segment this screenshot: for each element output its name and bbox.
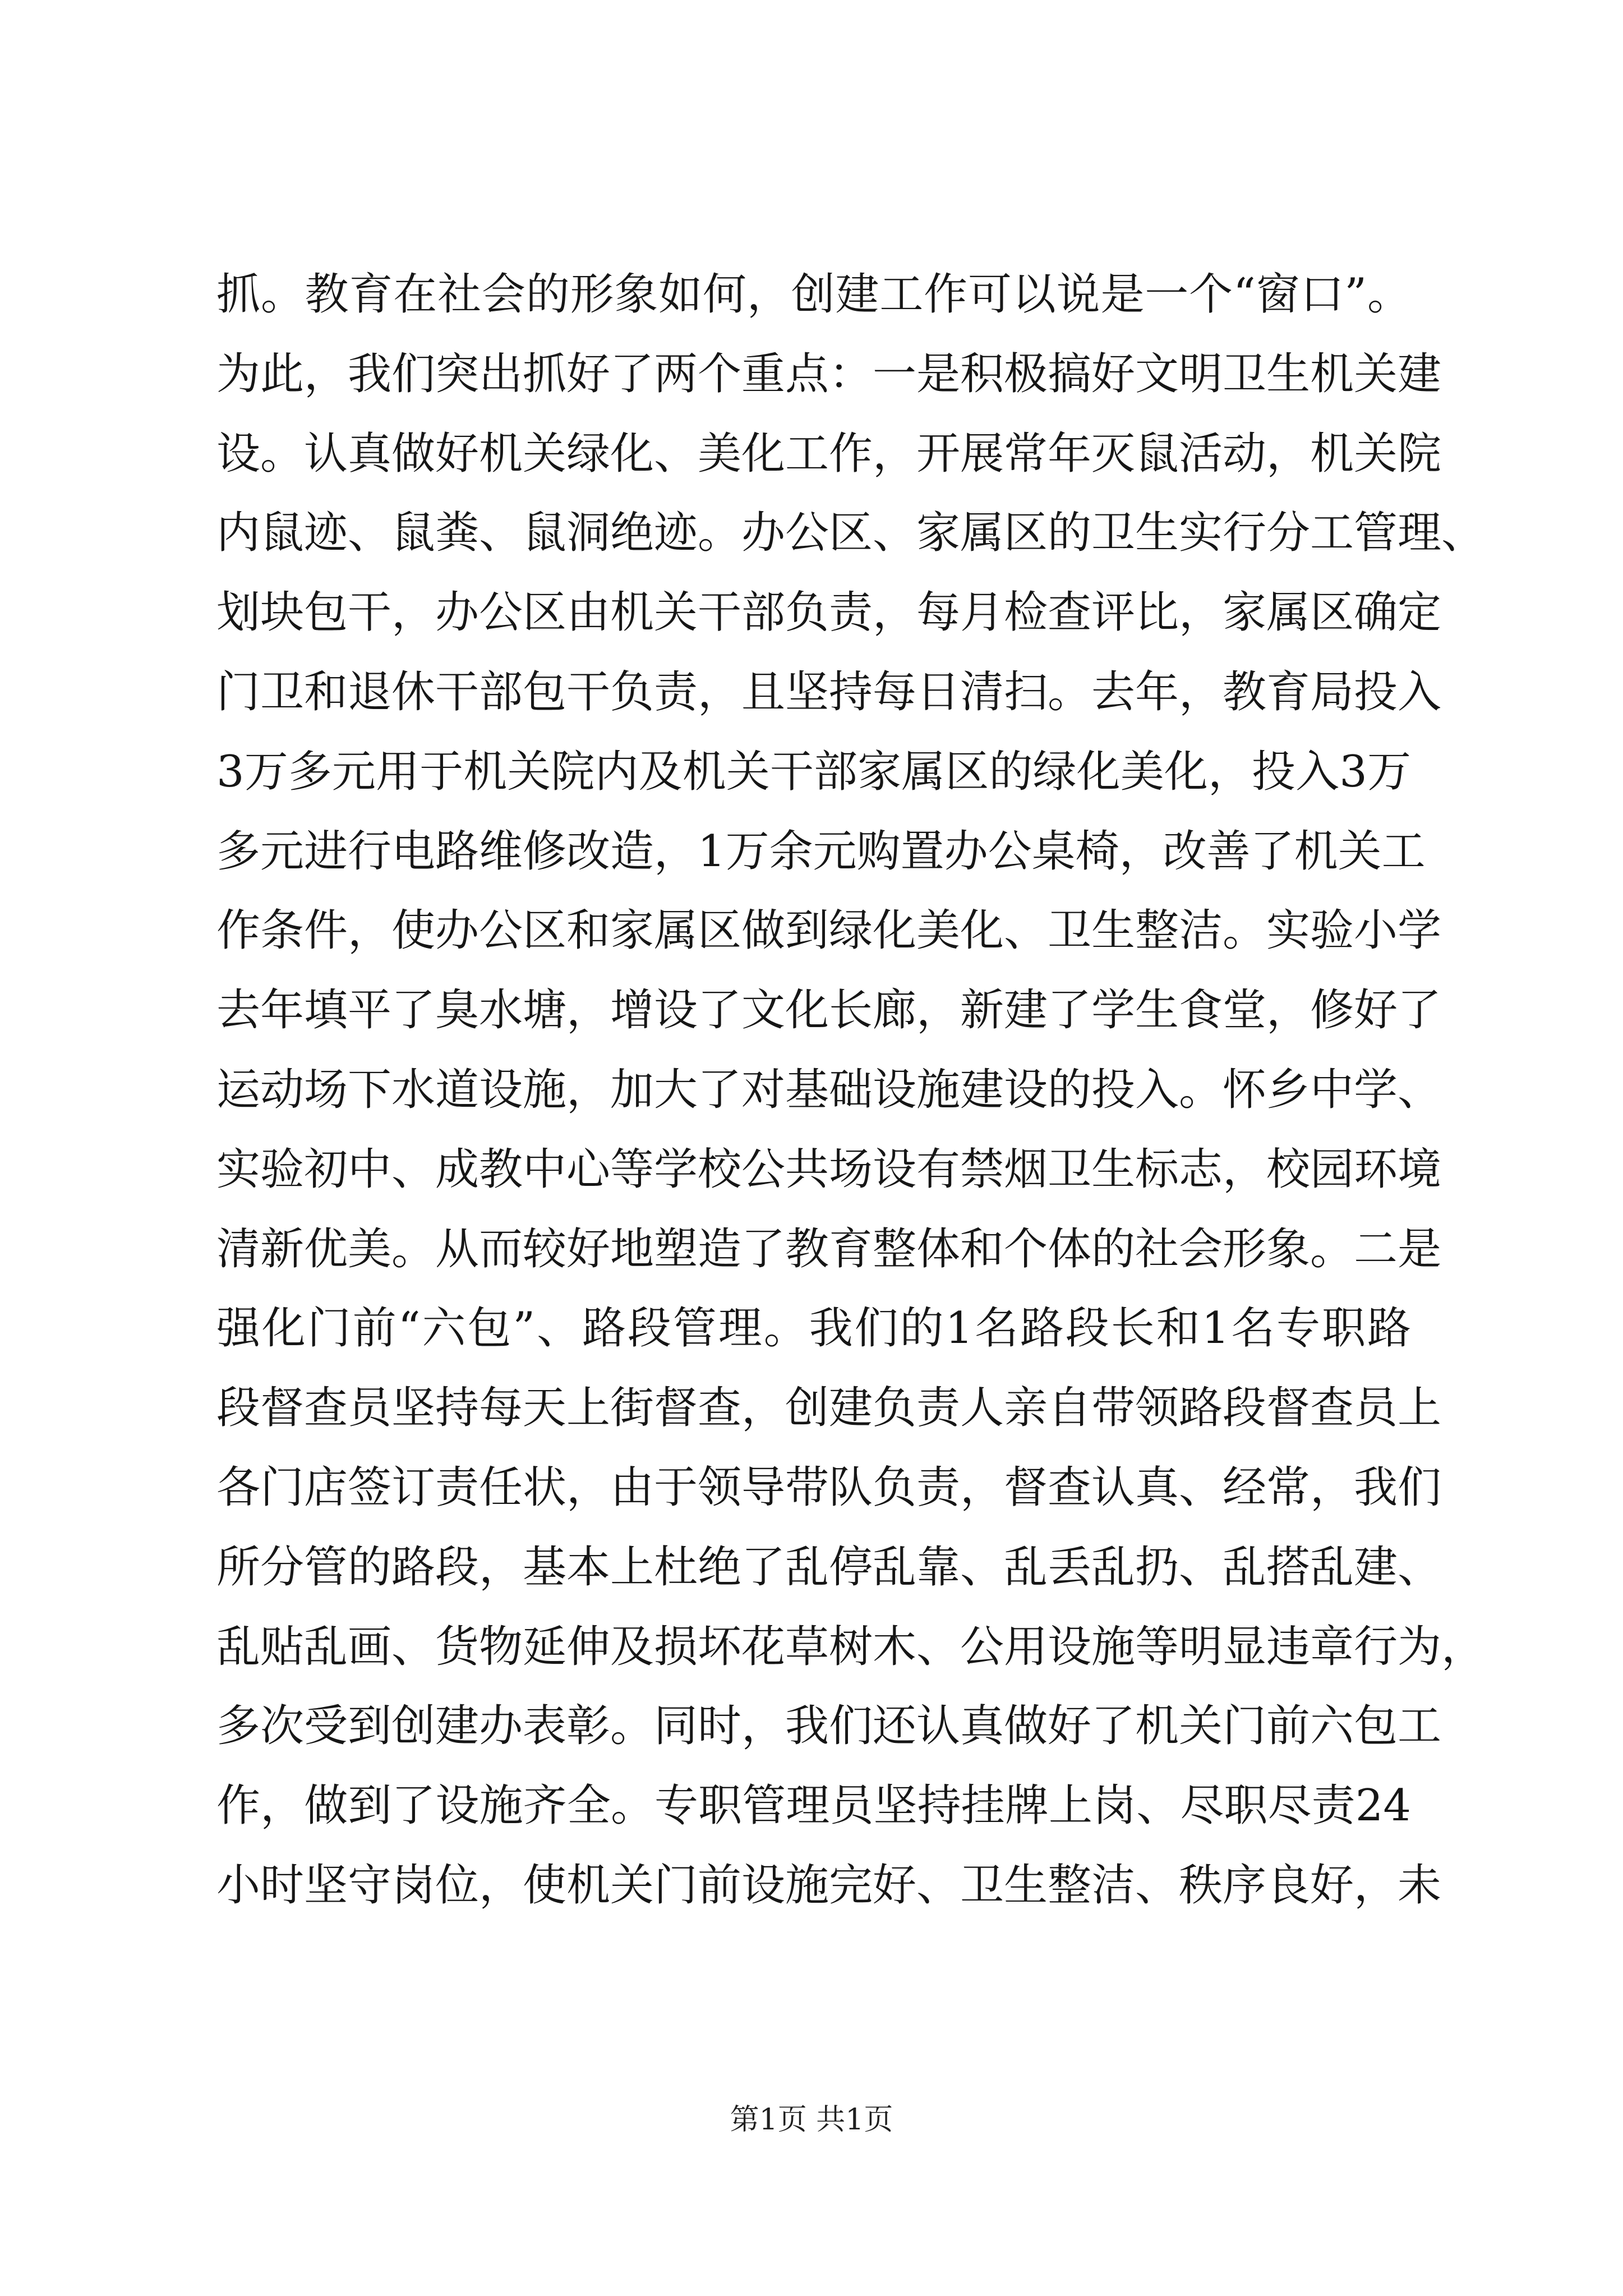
text-line: 门卫和退休干部包干负责，且坚持每日清扫。去年，教育局投入 (216, 666, 1442, 717)
text-line: 为此，我们突出抓好了两个重点：一是积极搞好文明卫生机关建 (216, 348, 1442, 399)
text-line: 作条件，使办公区和家属区做到绿化美化、卫生整洁。实验小学 (216, 905, 1442, 956)
text-line: 清新优美。从而较好地塑造了教育整体和个体的社会形象。二是 (216, 1223, 1442, 1274)
text-line: 抓。教育在社会的形象如何，创建工作可以说是一个“窗口”。 (216, 269, 1411, 320)
text-line: 去年填平了臭水塘，增设了文化长廊，新建了学生食堂，修好了 (216, 985, 1442, 1036)
text-line: 划块包干，办公区由机关干部负责，每月检查评比，家属区确定 (216, 587, 1442, 638)
text-line: 运动场下水道设施，加大了对基础设施建设的投入。怀乡中学、 (216, 1064, 1442, 1115)
text-line: 小时坚守岗位，使机关门前设施完好、卫生整洁、秩序良好，未 (216, 1860, 1442, 1911)
text-line: 实验初中、成教中心等学校公共场设有禁烟卫生标志，校园环境 (216, 1144, 1442, 1195)
text-line: 作，做到了设施齐全。专职管理员坚持挂牌上岗、尽职尽责24 (216, 1780, 1411, 1832)
text-line: 内鼠迹、鼠粪、鼠洞绝迹。办公区、家属区的卫生实行分工管理、 (216, 508, 1486, 559)
body-paragraph (216, 255, 1486, 1926)
text-line: 段督查员坚持每天上街督查，创建负责人亲自带领路段督查员上 (216, 1383, 1442, 1434)
text-line: 多元进行电路维修改造，1万余元购置办公桌椅，改善了机关工 (216, 826, 1426, 877)
text-line: 设。认真做好机关绿化、美化工作，开展常年灭鼠活动，机关院 (216, 428, 1442, 479)
text-line: 各门店签订责任状，由于领导带队负责，督查认真、经常，我们 (216, 1462, 1442, 1513)
page-number-footer: 第1页 共1页 (730, 2103, 893, 2137)
text-line: 强化门前“六包”、路段管理。我们的1名路段长和1名专职路 (216, 1303, 1411, 1354)
text-line: 多次受到创建办表彰。同时，我们还认真做好了机关门前六包工 (216, 1701, 1442, 1752)
text-line: 所分管的路段，基本上杜绝了乱停乱靠、乱丢乱扔、乱搭乱建、 (216, 1542, 1442, 1593)
text-line: 3万多元用于机关院内及机关干部家属区的绿化美化，投入3万 (216, 746, 1411, 797)
text-line: 乱贴乱画、货物延伸及损坏花草树木、公用设施等明显违章行为， (216, 1621, 1486, 1672)
